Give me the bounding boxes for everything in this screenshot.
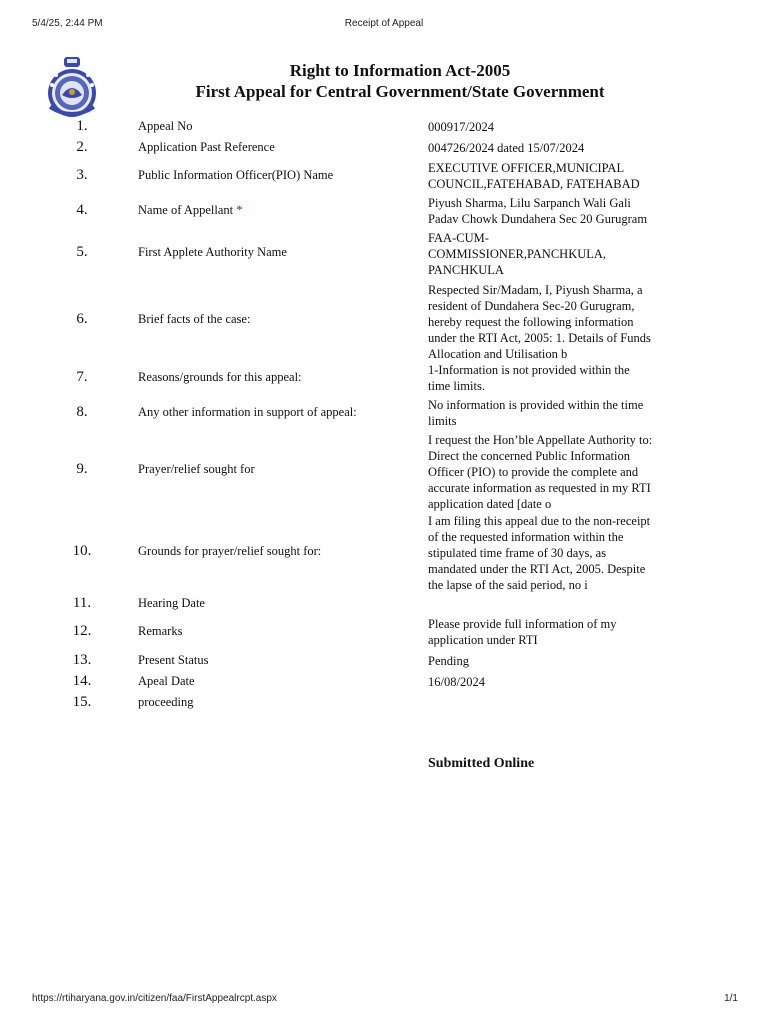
row-value [428,362,660,394]
row-label: Remarks [138,624,183,638]
value-line: application under RTI [428,633,538,647]
print-url: https://rtiharyana.gov.in/citizen/faa/FirstAppealrcpt.aspx [32,993,277,1004]
value-line: Respected Sir/Madam, I, Piyush Sharma, a [428,283,643,297]
row-number: 11. [72,595,92,611]
value-line: COMMISSIONER,PANCHKULA, [428,247,607,261]
value-line: Please provide full information of my [428,617,617,631]
value-line: 000917/2024 [428,120,494,134]
row-label: Hearing Date [138,596,205,610]
value-line: I am filing this appeal due to the non-receipt [428,514,651,528]
value-line: resident of Dundahera Sec-20 Gurugram, [428,299,635,313]
value-line: limits [428,414,457,428]
submitted-online-note: Submitted Online [428,756,535,771]
title-line-1: Right to Information Act-2005 [289,61,511,80]
row-value [428,230,660,278]
print-page-title: Receipt of Appeal [344,18,424,29]
row-label: proceeding [138,695,194,709]
row-label: Prayer/relief sought for [138,462,255,476]
row-number: 9. [76,461,88,477]
value-line: hereby request the following information [428,315,634,329]
row-label: Appeal No [138,119,193,133]
row-number: 13. [72,652,92,668]
row-value [428,195,660,227]
value-line: accurate information as requested in my RTI [428,481,651,495]
row-number: 6. [76,311,88,327]
value-line: under the RTI Act, 2005: 1. Details of Funds [428,331,651,345]
appellant-label-text: Name of Appellant [138,203,234,217]
row-value [428,160,660,192]
value-line: I request the Hon’ble Appellate Authority to: [428,433,653,447]
row-value [428,653,660,669]
value-line: mandated under the RTI Act, 2005. Despite [428,562,646,576]
row-label: Apeal Date [138,674,195,688]
row-value [428,674,660,690]
row-number: 4. [76,202,88,218]
row-label: Brief facts of the case: [138,312,251,326]
document-title [135,60,665,102]
row-number: 8. [76,404,88,420]
print-datetime: 5/4/25, 2:44 PM [32,18,103,29]
value-line: Padav Chowk Dundahera Sec 20 Gurugram [428,212,648,226]
value-line: PANCHKULA [428,263,504,277]
row-number: 3. [76,167,88,183]
value-line: stipulated time frame of 30 days, as [428,546,607,560]
value-line: Allocation and Utilisation b [428,347,568,361]
value-line: EXECUTIVE OFFICER,MUNICIPAL [428,161,625,175]
row-value [428,140,660,156]
row-value [428,513,660,593]
row-label: Present Status [138,653,209,667]
row-label: Reasons/grounds for this appeal: [138,370,302,384]
haryana-emblem-logo [40,55,104,119]
row-value [428,282,660,362]
value-line: Pending [428,654,469,668]
value-line: Direct the concerned Public Information [428,449,631,463]
row-number: 7. [76,369,88,385]
value-line: Piyush Sharma, Lilu Sarpanch Wali Gali [428,196,631,210]
row-number: 10. [72,543,92,559]
value-line: application dated [date o [428,497,552,511]
print-page-number: 1/1 [724,993,738,1004]
value-line: Officer (PIO) to provide the complete and [428,465,639,479]
row-number: 2. [76,139,88,155]
value-line: 1-Information is not provided within the [428,363,630,377]
row-label [138,203,418,218]
row-value [428,616,660,648]
print-header [0,18,768,32]
row-label: Application Past Reference [138,140,275,154]
print-footer [0,993,768,1007]
row-number: 1. [76,118,88,134]
row-value [428,432,660,512]
row-label: Grounds for prayer/relief sought for: [138,544,322,558]
row-number: 15. [72,694,92,710]
value-line: No information is provided within the time [428,398,644,412]
value-line: time limits. [428,379,485,393]
row-value [428,397,660,429]
value-line: FAA-CUM- [428,231,489,245]
row-number: 12. [72,623,92,639]
value-line: of the requested information within the [428,530,624,544]
row-label: First Applete Authority Name [138,245,287,259]
row-number: 14. [72,673,92,689]
value-line: the lapse of the said period, no i [428,578,588,592]
value-line: 16/08/2024 [428,675,485,689]
row-label: Public Information Officer(PIO) Name [138,168,334,182]
row-label: Any other information in support of appeal: [138,405,357,419]
title-line-2: First Appeal for Central Government/State Government [195,82,605,101]
row-value [428,119,660,135]
value-line: 004726/2024 dated 15/07/2024 [428,141,585,155]
value-line: COUNCIL,FATEHABAD, FATEHABAD [428,177,640,191]
required-asterisk: * [236,203,243,217]
row-number: 5. [76,244,88,260]
